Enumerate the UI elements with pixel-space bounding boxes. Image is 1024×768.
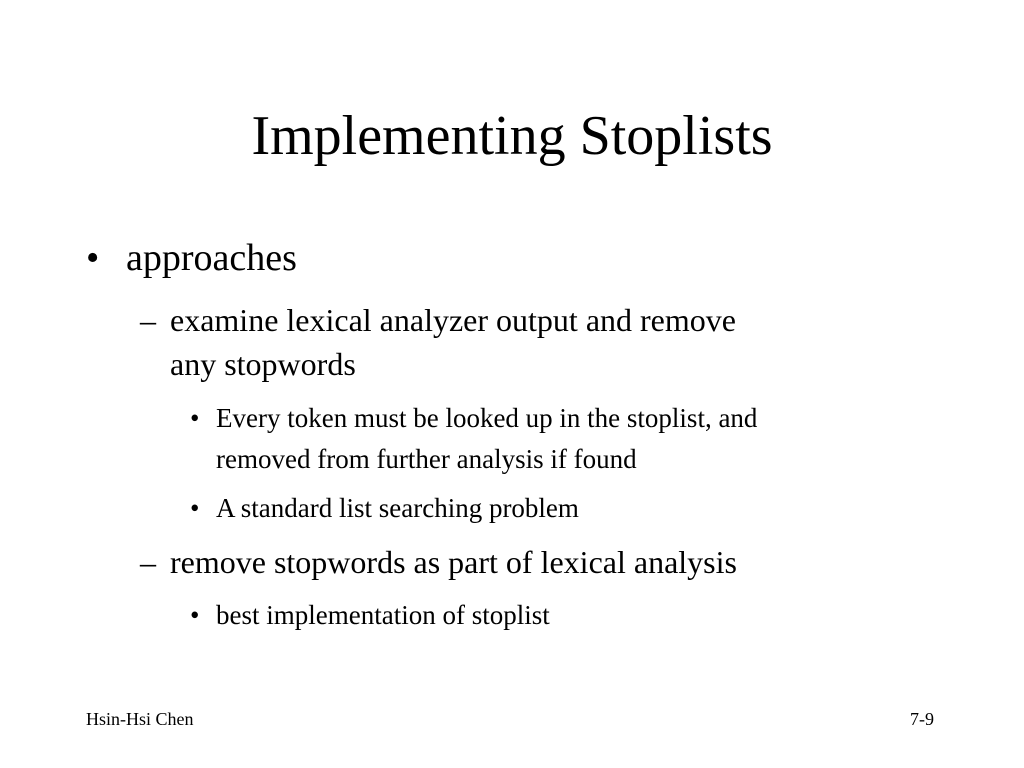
subbullet-examine-line2: any stopwords [170, 346, 356, 382]
subbullet-remove-stopwords: remove stopwords as part of lexical analysis [170, 544, 737, 580]
bullet-marker: • [190, 403, 200, 433]
slide-title: Implementing Stoplists [251, 105, 773, 167]
subbullet-examine-line1: examine lexical analyzer output and remove [170, 302, 736, 338]
subsubbullet-every-token-line2: removed from further analysis if found [216, 444, 637, 474]
subsubbullet-best-impl: best implementation of stoplist [216, 600, 550, 630]
subsubbullet-every-token-line1: Every token must be looked up in the stoplist, and [216, 403, 758, 433]
bullet-marker: • [190, 493, 200, 523]
dash-marker: – [140, 302, 156, 338]
bullet-marker: • [190, 600, 200, 630]
subsubbullet-standard-list: A standard list searching problem [216, 493, 579, 523]
footer-author: Hsin-Hsi Chen [86, 709, 194, 729]
footer-page-number: 7-9 [910, 709, 934, 729]
bullet-marker: • [86, 237, 100, 279]
dash-marker: – [140, 544, 156, 580]
bullet-approaches: approaches [126, 237, 297, 279]
